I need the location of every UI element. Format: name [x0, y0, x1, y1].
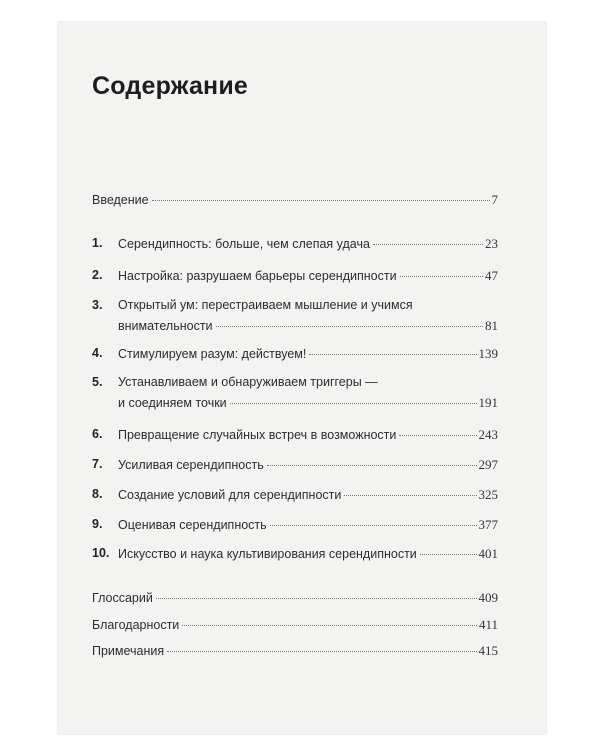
toc-page-number: 377 — [478, 517, 498, 532]
toc-entry-chapter-7 — [118, 457, 498, 473]
toc-page-number: 411 — [478, 617, 498, 632]
chapter-number: 8. — [92, 487, 103, 501]
chapter-number: 1. — [92, 236, 103, 250]
chapter-title-line1: Устанавливаем и обнаруживаем триггеры — — [118, 375, 378, 389]
chapter-number: 9. — [92, 517, 103, 531]
toc-entry-label: Примечания — [92, 644, 165, 658]
dot-leader — [156, 598, 477, 599]
chapter-title-line1: Открытый ум: перестраиваем мышление и учимся — [118, 298, 413, 312]
toc-page-number: 81 — [485, 318, 498, 333]
dot-leader — [216, 326, 483, 327]
chapter-number: 3. — [92, 298, 103, 312]
dot-leader — [167, 651, 476, 652]
toc-entry-label: Глоссарий — [92, 591, 153, 605]
toc-page-number: 401 — [478, 546, 498, 561]
dot-leader — [267, 465, 477, 466]
toc-page-number: 7 — [491, 192, 498, 207]
dot-leader — [373, 244, 483, 245]
dot-leader — [420, 554, 477, 555]
toc-entry-chapter-10 — [118, 546, 498, 562]
chapter-title: Серендипность: больше, чем слепая удача — [118, 237, 370, 251]
toc-page-number: 325 — [478, 487, 498, 502]
chapter-title-line2: внимательности — [118, 319, 213, 333]
dot-leader — [399, 435, 476, 436]
chapter-number: 5. — [92, 375, 103, 389]
toc-page-number: 409 — [478, 590, 498, 605]
chapter-title: Оценивая серендипность — [118, 518, 267, 532]
toc-page-number: 23 — [485, 236, 498, 251]
chapter-number: 10. — [92, 546, 110, 560]
toc-entry-chapter-8 — [118, 487, 498, 503]
chapter-title: Превращение случайных встреч в возможности — [118, 428, 397, 442]
toc-entry-chapter-4 — [118, 346, 498, 362]
page-title: Содержание — [92, 72, 249, 100]
chapter-number: 4. — [92, 346, 103, 360]
dot-leader — [400, 276, 483, 277]
chapter-number: 6. — [92, 427, 103, 441]
toc-page-number: 139 — [478, 346, 498, 361]
chapter-title-line2: и соединяем точки — [118, 396, 227, 410]
toc-entry-notes — [92, 643, 498, 659]
dot-leader — [182, 625, 477, 626]
toc-entry-chapter-3 — [118, 318, 498, 334]
toc-entry-intro — [92, 192, 498, 208]
dot-leader — [152, 200, 490, 201]
toc-entry-acknowledgements — [92, 617, 498, 633]
toc-entry-chapter-2 — [118, 268, 498, 284]
dot-leader — [309, 354, 476, 355]
chapter-title: Настройка: разрушаем барьеры серендипности — [118, 269, 397, 283]
chapter-number: 2. — [92, 268, 103, 282]
toc-page-number: 415 — [478, 643, 498, 658]
toc-entry-label: Введение — [92, 193, 149, 207]
chapter-title: Создание условий для серендипности — [118, 488, 342, 502]
chapter-title: Усиливая серендипность — [118, 458, 264, 472]
toc-page-number: 243 — [478, 427, 498, 442]
toc-entry-label: Благодарности — [92, 618, 180, 632]
toc-entry-chapter-5 — [118, 395, 498, 411]
toc-page-number: 47 — [485, 268, 498, 283]
chapter-title: Стимулируем разум: действуем! — [118, 347, 307, 361]
toc-page-number: 191 — [478, 395, 498, 410]
chapter-title: Искусство и наука культивирования серендипности — [118, 547, 417, 561]
toc-entry-chapter-9 — [118, 517, 498, 533]
dot-leader — [270, 525, 477, 526]
toc-entry-glossary — [92, 590, 498, 606]
toc-entry-chapter-1 — [118, 236, 498, 252]
dot-leader — [344, 495, 476, 496]
chapter-number: 7. — [92, 457, 103, 471]
toc-page-number: 297 — [478, 457, 498, 472]
dot-leader — [230, 403, 477, 404]
toc-entry-chapter-6 — [118, 427, 498, 443]
